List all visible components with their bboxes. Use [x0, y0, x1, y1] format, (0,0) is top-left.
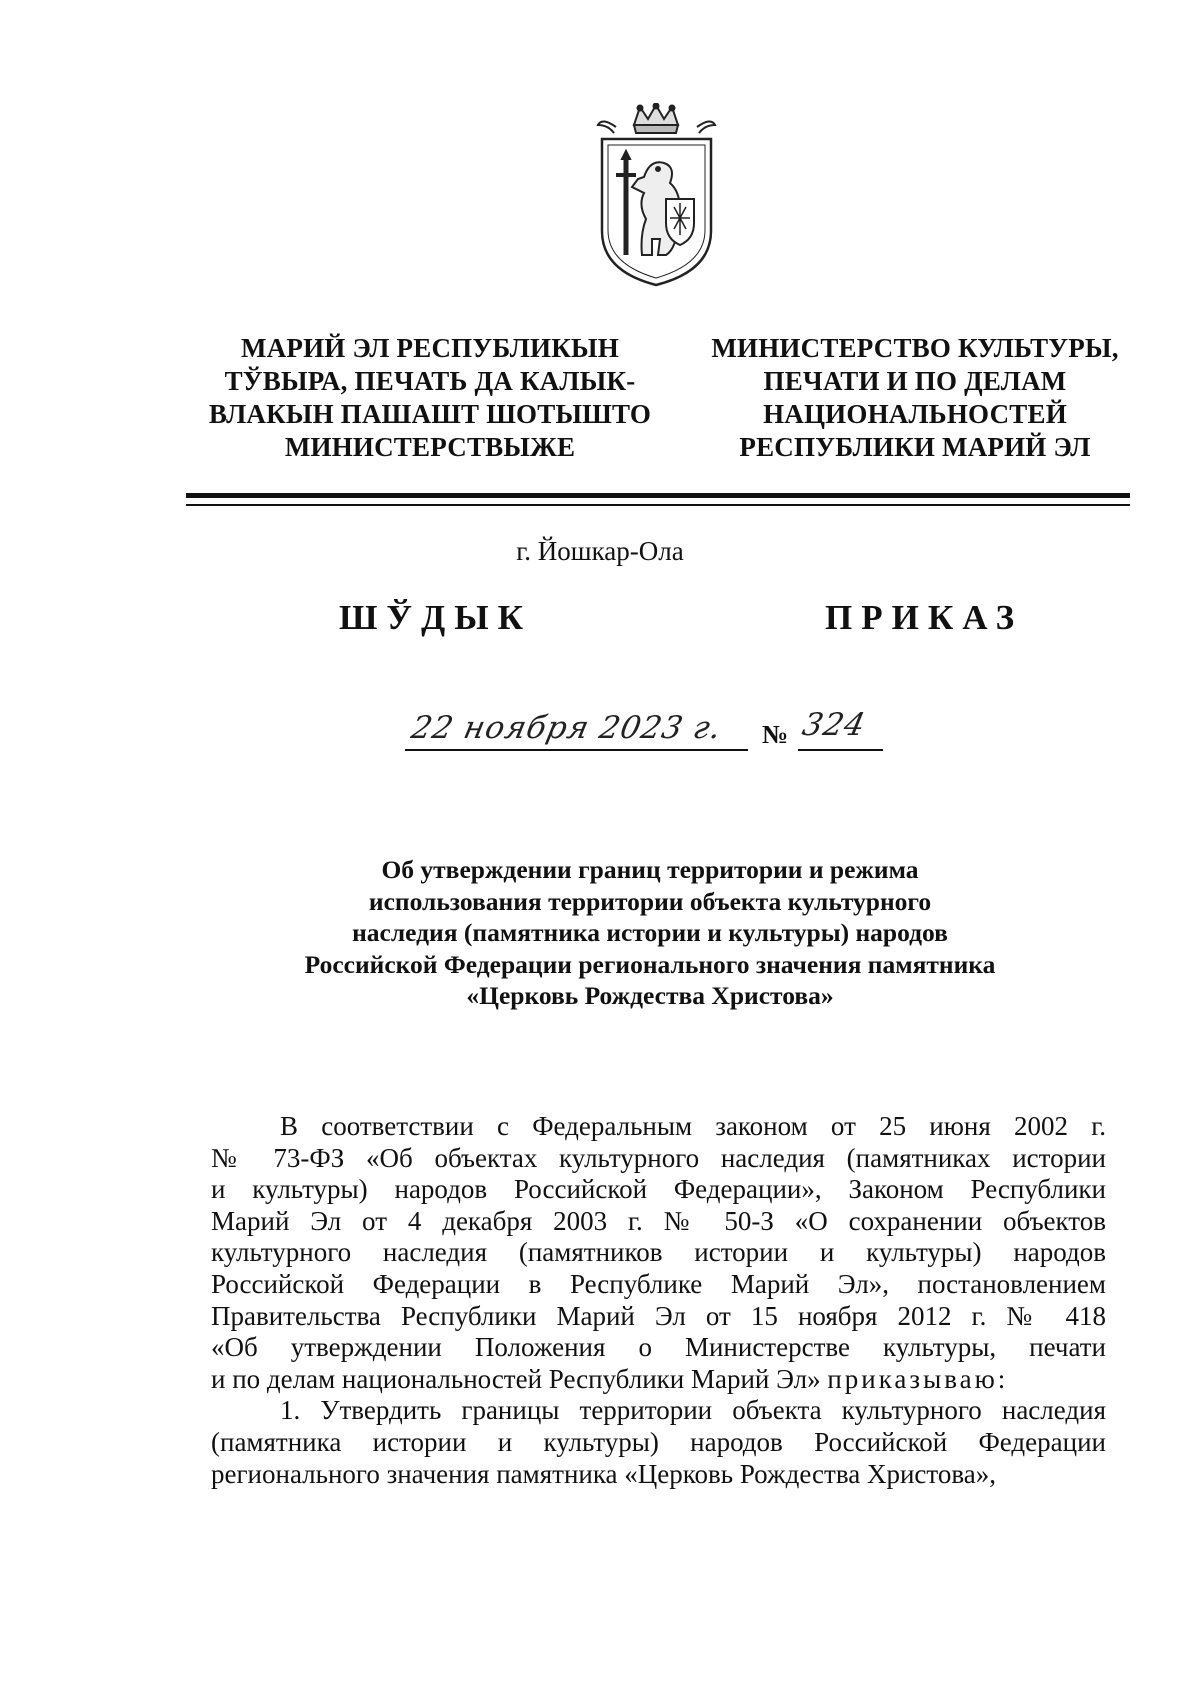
number-sign: № [762, 720, 789, 749]
body-line [211, 1364, 1106, 1396]
body-line-text: и по делам национальностей Республики Марий Эл» [211, 1363, 821, 1394]
ministry-name-russian: МИНИСТЕРСТВО КУЛЬТУРЫ, ПЕЧАТИ И ПО ДЕЛАМ НАЦИОНАЛЬНОСТЕЙ РЕСПУБЛИКИ МАРИЙ ЭЛ [711, 333, 1119, 462]
mari-el-coat-of-arms-icon [594, 103, 719, 288]
order-verb: приказываю: [827, 1363, 1009, 1394]
handwritten-date: 22 ноября 2023 г. [408, 710, 726, 746]
body-line: культурного наследия (памятников истории и культуры) народов [211, 1237, 1106, 1268]
body-line: Российской Федерации в Республике Марий Эл», постановлением [211, 1268, 1106, 1299]
handwritten-number: 324 [799, 707, 869, 743]
body-line: (памятника истории и культуры) народов Российской Федерации [211, 1426, 1106, 1457]
body-line: и культуры) народов Российской Федерации», Законом Республики [211, 1174, 1106, 1205]
order-body [211, 1111, 1106, 1490]
header-divider-thick [186, 493, 1130, 498]
body-line: «Об утверждении Положения о Министерстве культуры, печати [211, 1332, 1106, 1363]
body-line: В соответствии с Федеральным законом от 25 июня 2002 г. [280, 1111, 1106, 1141]
ministry-name-mari: МАРИЙ ЭЛ РЕСПУБЛИКЫН ТЎВЫРА, ПЕЧАТЬ ДА КАЛЫК- ВЛАКЫН ПАШАШТ ШОТЫШТО МИНИСТЕРСТВЫЖЕ [208, 333, 652, 462]
city-line: г. Йошкар-Ола [516, 536, 684, 566]
order-title: Об утверждении границ территории и режима использования территории объекта культурного наследия (памятника истории и культуры) народов Российской Федерации регионального значения памятника «Церковь Рождества Христова» [304, 855, 996, 1010]
body-line: 1. Утвердить границы территории объекта культурного наследия [280, 1395, 1106, 1426]
body-line: № 73-ФЗ «Об объектах культурного наследия (памятниках истории [211, 1142, 1106, 1173]
body-line: Правительства Республики Марий Эл от 15 ноября 2012 г. № 418 [211, 1300, 1106, 1331]
document-type-russian: ПРИКАЗ [825, 598, 1024, 637]
document-type-mari: ШЎДЫК [339, 598, 532, 637]
body-line: регионального значения памятника «Церковь Рождества Христова», [211, 1458, 996, 1489]
body-line: Марий Эл от 4 декабря 2003 г. № 50-З «О сохранении объектов [211, 1205, 1106, 1236]
header-divider-thin [186, 504, 1130, 506]
